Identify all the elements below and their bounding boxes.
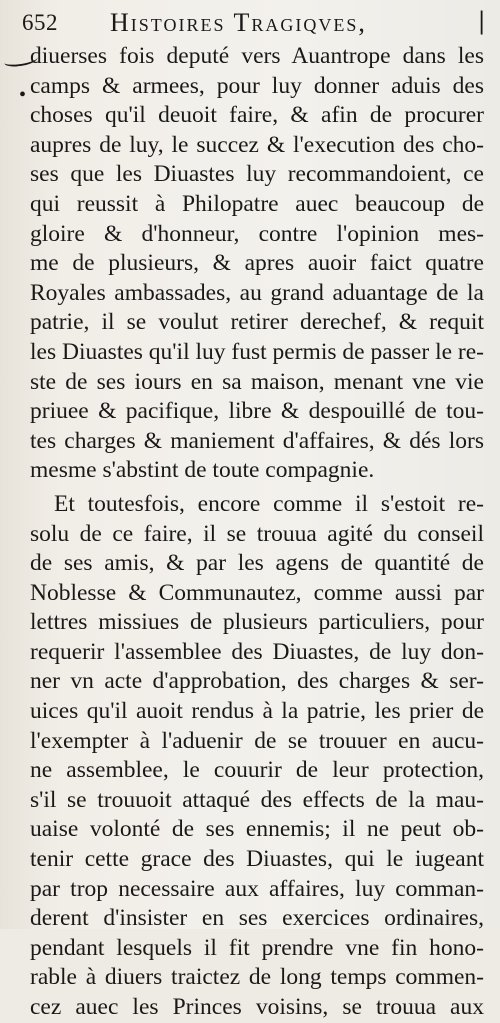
- text-line: tenir cette grace des Diuastes, qui le iugeant: [30, 846, 484, 873]
- running-head: Histoires Tragiqves,: [110, 8, 367, 37]
- text-line: uices qu'il auoit rendus à la patrie, les prier de: [30, 698, 484, 725]
- margin-dot: •: [19, 84, 27, 106]
- text-line: uaise volonté de ses ennemis; il ne peut ob-: [30, 816, 484, 843]
- text-line: solu de ce faire, il se trouua agité du conseil: [30, 520, 484, 547]
- text-line: me de plusieurs, & apres auoir faict quatre: [30, 250, 484, 277]
- text-line: ne assemblee, le couurir de leur protection,: [30, 757, 484, 784]
- paragraph-1: [30, 42, 484, 486]
- text-line: gloire & d'honneur, contre l'opinion mes-: [30, 220, 484, 247]
- paragraph-2: [30, 490, 484, 1023]
- text-line: lettres missiues de plusieurs particuliers, pour: [30, 609, 484, 636]
- text-line: cez auec les Princes voisins, se trouua aux: [30, 994, 484, 1020]
- text-line: tes charges & maniement d'affaires, & dés lors: [30, 427, 484, 454]
- text-line: rable à diuers traictez de long temps commen-: [30, 964, 484, 991]
- text-line: priuee & pacifique, libre & despouillé de tou-: [30, 398, 484, 425]
- text-line: aupres de luy, le succez & l'execution des cho-: [30, 131, 484, 158]
- page-header: [22, 6, 485, 40]
- text-line: de ses amis, & par les agens de quantité de: [30, 550, 484, 577]
- page-number: 652: [22, 10, 58, 35]
- header-mark: |: [478, 6, 485, 35]
- text-line: ner vn acte d'approbation, des charges & ser-: [30, 668, 484, 695]
- text-line: Royales ambassades, au grand aduantage de la: [30, 279, 484, 306]
- text-line: patrie, il se voulut retirer derechef, & requit: [30, 309, 484, 336]
- text-line: l'exempter à l'aduenir de se trouuer en aucu-: [30, 727, 484, 754]
- text-line: requerir l'assemblee des Diuastes, de luy don-: [30, 638, 484, 665]
- text-line: pendant lesquels il fit prendre vne fin hono-: [30, 934, 484, 961]
- text-line: Noblesse & Communautez, comme aussi par: [30, 579, 484, 606]
- text-line: mesme s'abstint de toute compagnie.: [30, 457, 375, 484]
- text-line: qui reussit à Philopatre auec beaucoup de: [30, 190, 484, 217]
- text-line: derent d'insister en ses exercices ordinaires,: [30, 905, 484, 932]
- text-line: ste de ses iours en sa maison, menant vne vie: [30, 368, 484, 395]
- text-line: Et toutesfois, encore comme il s'estoit re-: [54, 490, 484, 517]
- text-line: s'il se trouuoit attaqué des effects de la mau-: [30, 786, 484, 813]
- text-line: ses que les Diuastes luy recommandoient, ce: [30, 161, 484, 188]
- text-line: par trop necessaire aux affaires, luy comman-: [30, 875, 484, 902]
- text-line: camps & armees, pour luy donner aduis des: [30, 72, 484, 99]
- text-line: les Diuastes qu'il luy fust permis de passer le re-: [30, 338, 484, 365]
- body-text: [30, 42, 484, 1023]
- text-line: diuerses fois deputé vers Auantrope dans les: [30, 43, 484, 69]
- text-line: choses qu'il deuoit faire, & afin de procurer: [30, 102, 484, 129]
